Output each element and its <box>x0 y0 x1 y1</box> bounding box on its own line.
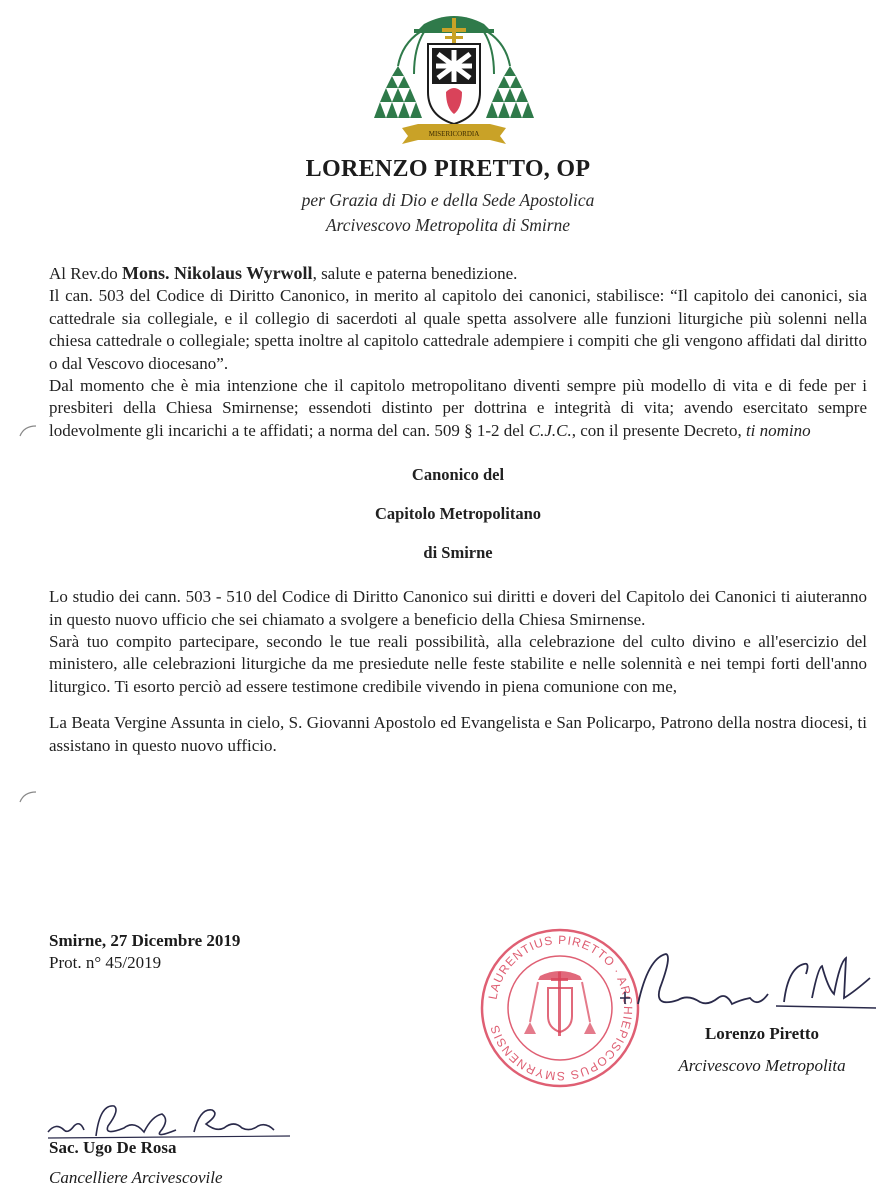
protocol-number: Prot. n° 45/2019 <box>49 953 162 972</box>
recipient-name: Mons. Nikolaus Wyrwoll <box>122 263 313 283</box>
crest-motto: MISERICORDIA <box>428 130 480 138</box>
heading-subtitle-2: Arcivescovo Metropolita di Smirne <box>325 215 571 235</box>
archbishop-signature <box>608 948 878 1018</box>
archbishop-heading: LORENZO PIRETTO, OP <box>305 156 591 182</box>
date-block <box>49 930 240 974</box>
paragraph-study: Lo studio dei cann. 503 - 510 del Codice di Diritto Canonico sui diritti e doveri del Capitolo dei Canonici ti aiuteranno in questo nuovo ufficio che sei chiamato a svolgere a beneficio della Chiesa Smirnense. <box>49 587 867 629</box>
cjc-abbrev: C.J.C. <box>528 420 572 440</box>
chancellor-name: Sac. Ugo De Rosa <box>49 1138 177 1157</box>
paragraph-blessing: La Beata Vergine Assunta in cielo, S. Giovanni Apostolo ed Evangelista e San Policarpo, Patrono della nostra diocesi, ti assistano in questo nuovo ufficio. <box>49 713 867 755</box>
margin-mark-icon <box>18 424 38 438</box>
chancellor-title: Cancelliere Arcivescovile <box>49 1168 223 1187</box>
greeting-line: Al Rev.do Mons. Nikolaus Wyrwoll, salute e paterna benedizione. <box>49 263 518 283</box>
appointment-line-2: Capitolo Metropolitano <box>374 504 542 524</box>
decree-body <box>49 262 867 757</box>
appointment-line-1: Canonico del <box>411 465 505 485</box>
heading-subtitle-1: per Grazia di Dio e della Sede Apostolica <box>301 190 595 210</box>
archbishop-name: Lorenzo Piretto <box>704 1024 820 1043</box>
appointment-line-3: di Smirne <box>423 543 493 563</box>
chancellor-signature <box>44 1096 294 1142</box>
paragraph-canon-503: Il can. 503 del Codice di Diritto Canonico, in merito al capitolo dei canonici, stabilisce: “Il capitolo dei canonici, sia cattedrale sia collegiale, e il collegio di sacerdoti al quale spetta assolvere alle funzioni liturgiche più solenni nella chiesa cattedrale o collegiale; spetta inoltre al capitolo cattedrale adempiere i compiti che gli vengono affidati dal diritto o dal Vescovo diocesano”. <box>49 286 867 373</box>
seal-text: LAURENTIUS PIRETTO · ARCHIEPISCOPUS SMYRNENSIS <box>485 932 636 1084</box>
paragraph-intention: Dal momento che è mia intenzione che il capitolo metropolitano diventi sempre più modello di vita e di fede per i presbiteri della Chiesa Smirnense; essendoti distinto per dottrina e integrità di vita; avendo esercitato sempre lodevolmente gli incarichi a te affidati; a norma del can. 509 § 1-2 del C.J.C., con il presente Decreto, ti nomino <box>49 376 867 440</box>
place-date: Smirne, 27 Dicembre 2019 <box>49 931 241 950</box>
archbishop-title: Arcivescovo Metropolita <box>678 1056 846 1075</box>
coat-of-arms-logo <box>362 4 546 152</box>
paragraph-duties: Sarà tuo compito partecipare, secondo le tue reali possibilità, alla celebrazione del culto divino e all'esercizio del ministero, alle celebrazioni liturgiche da me presiedute nelle feste stabilite e nelle solennità e nei tempi forti dell'anno liturgico. Ti esorto perciò ad essere testimone credibile vivendo in piena comunione con me, <box>49 632 867 696</box>
margin-mark-icon <box>18 790 38 804</box>
appointment-verb: ti nomino <box>745 420 811 440</box>
